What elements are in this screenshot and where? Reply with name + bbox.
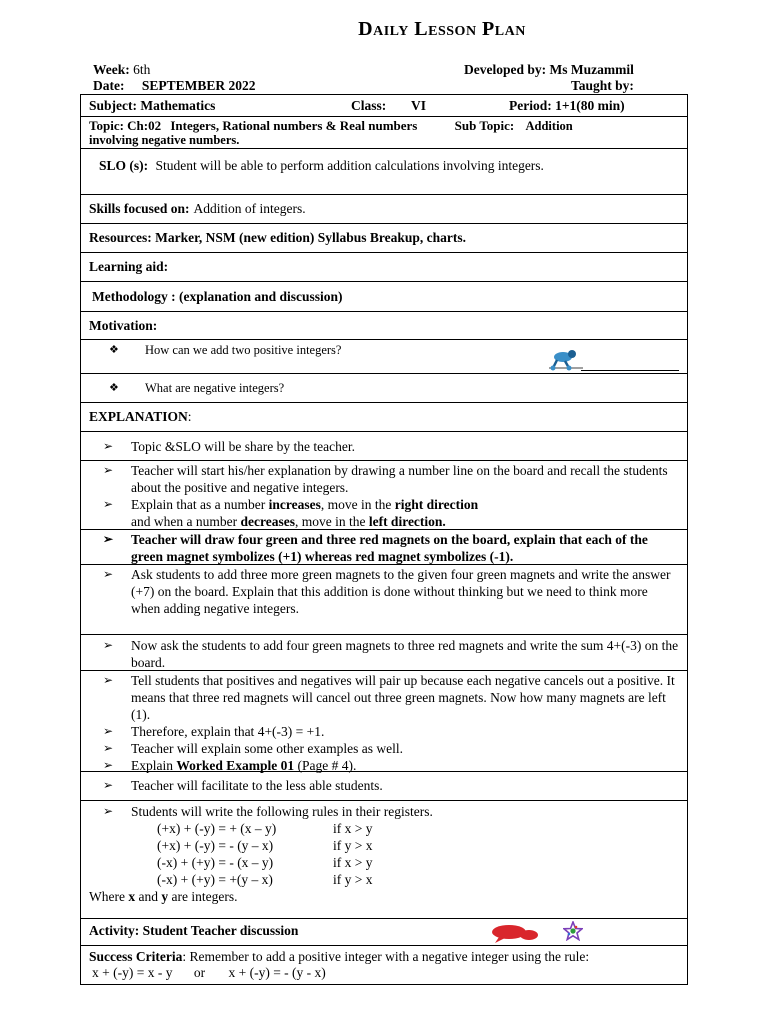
colorful-star-icon [563,921,583,941]
methodology-row: Methodology : (explanation and discussion) [81,282,687,312]
motivation-row: Motivation: [81,312,687,340]
subtopic-value: Addition [525,119,573,133]
skills-row [81,195,687,224]
topic-label: Topic: Ch:02 [89,118,162,133]
taught-by-field: Taught by: [571,78,634,93]
success-rule-1: x + (-y) = x - y [92,965,173,980]
activity-row [81,919,687,946]
class-label: Class: [351,97,387,113]
arrow-bullet-icon: ➢ [103,638,114,652]
rule-row: (+x) + (-y) = + (x – y) if x > y [157,821,373,836]
success-criteria-row [81,946,687,984]
step-1: ➢ Topic &SLO will be share by the teacher. [81,432,687,461]
resources-row: Resources: Marker, NSM (new edition) Syllabus Breakup, charts. [81,224,687,253]
subtopic-label: Sub Topic: [454,118,515,133]
arrow-bullet-icon: ➢ [103,673,114,687]
success-rule-2: x + (-y) = - (y - x) [228,965,326,980]
step-6: ➢ Now ask the students to add four green magnets to three red magnets and write the sum 4+(-3) on the board. [81,635,687,671]
skills-value: Addition of integers. [193,201,306,216]
step-2-3: ➢ Teacher will start his/her explanation by drawing a number line on the board and recall the students about the positive and negative integers. ➢ Explain that as a number increases, move in the right direction and when a number decreases, move in the left direction. [81,461,687,530]
week-field: Week: 6th [93,62,151,77]
learning-aid-row: Learning aid: [81,253,687,282]
date-field: Date: SEPTEMBER 2022 [93,78,256,93]
arrow-bullet-icon: ➢ [103,758,114,772]
rule-row: (-x) + (+y) = +(y – x) if y > x [157,872,373,887]
where-note: Where x and y are integers. [89,889,238,904]
developed-by-field: Developed by: Ms Muzammil [464,62,634,77]
week-value: 6th [133,62,151,77]
step-4: ➢ Teacher will draw four green and three red magnets on the board, explain that each of the green magnet symbolizes (+1) whereas red magnet symbolizes (-1). [81,530,687,565]
rules-row: ➢ Students will write the following rules in their registers. (+x) + (-y) = + (x – y) if x > y (+x) + (-y) = - (y – x) if y > x (-x) + (+y) = - (x – y) if x > y (-x) + (+y) = +(y – x) if y > x Where x and y are integers. [81,801,687,919]
period-cell: Period: 1+1(80 min) [509,97,625,113]
success-label: Success Criteria [89,949,183,964]
subject-row [81,95,687,117]
lesson-plan-table [80,94,688,985]
slo-value: Student will be able to perform addition calculations involving integers. [155,158,544,173]
rule-row: (-x) + (+y) = - (x – y) if x > y [157,855,373,870]
motivation-question-1: ❖ How can we add two positive integers? [81,340,687,374]
motivation-question-2: ❖ What are negative integers? [81,374,687,403]
arrow-bullet-icon: ➢ [103,463,114,477]
subject-cell: Subject: Mathematics [89,97,216,113]
activity-text: Activity: Student Teacher discussion [89,923,299,938]
step-7-10: ➢ Tell students that positives and negatives will pair up because each negative cancels out a positive. It means that three red magnets will cancel out three green magnets. Now how many magnets are left (1). ➢ Therefore, explain that 4+(-3) = +1. ➢ Teacher will explain some other examples as well. ➢ Explain Worked Example 01 (Page # 4). [81,671,687,772]
arrow-bullet-icon: ➢ [103,804,114,818]
rules-table [157,820,373,888]
topic-value: Integers, Rational numbers & Real numbers [170,118,418,133]
success-or: or [193,965,206,980]
arrow-bullet-icon: ➢ [103,532,114,546]
step-5: ➢ Ask students to add three more green magnets to the given four green magnets and write the answer (+7) on the board. Explain that this addition is done without thinking but we need to think more when adding negative integers. [81,565,687,635]
success-text: : Remember to add a positive integer with a negative integer using the rule: [182,949,590,964]
page-title: Daily Lesson Plan [358,18,526,40]
arrow-bullet-icon: ➢ [103,778,114,792]
arrow-bullet-icon: ➢ [103,497,114,511]
motivation-underline [581,370,679,371]
diamond-bullet-icon: ❖ [109,344,119,356]
developed-by-value: Ms Muzammil [549,62,634,77]
arrow-bullet-icon: ➢ [103,724,114,738]
arrow-bullet-icon: ➢ [103,567,114,581]
arrow-bullet-icon: ➢ [103,439,114,453]
topic-continuation: involving negative numbers. [89,133,240,147]
slo-row [81,149,687,195]
topic-row [81,117,687,149]
slo-label: SLO (s): [99,158,149,173]
step-11: ➢ Teacher will facilitate to the less able students. [81,772,687,801]
rule-row: (+x) + (-y) = - (y – x) if y > x [157,838,373,853]
skills-label: Skills focused on: [89,201,190,216]
class-value: VI [411,97,427,113]
explanation-heading-row: EXPLANATION : [81,403,687,432]
arrow-bullet-icon: ➢ [103,741,114,755]
diamond-bullet-icon: ❖ [109,382,119,394]
date-value: SEPTEMBER 2022 [141,78,256,93]
speech-bubbles-icon [489,922,541,944]
